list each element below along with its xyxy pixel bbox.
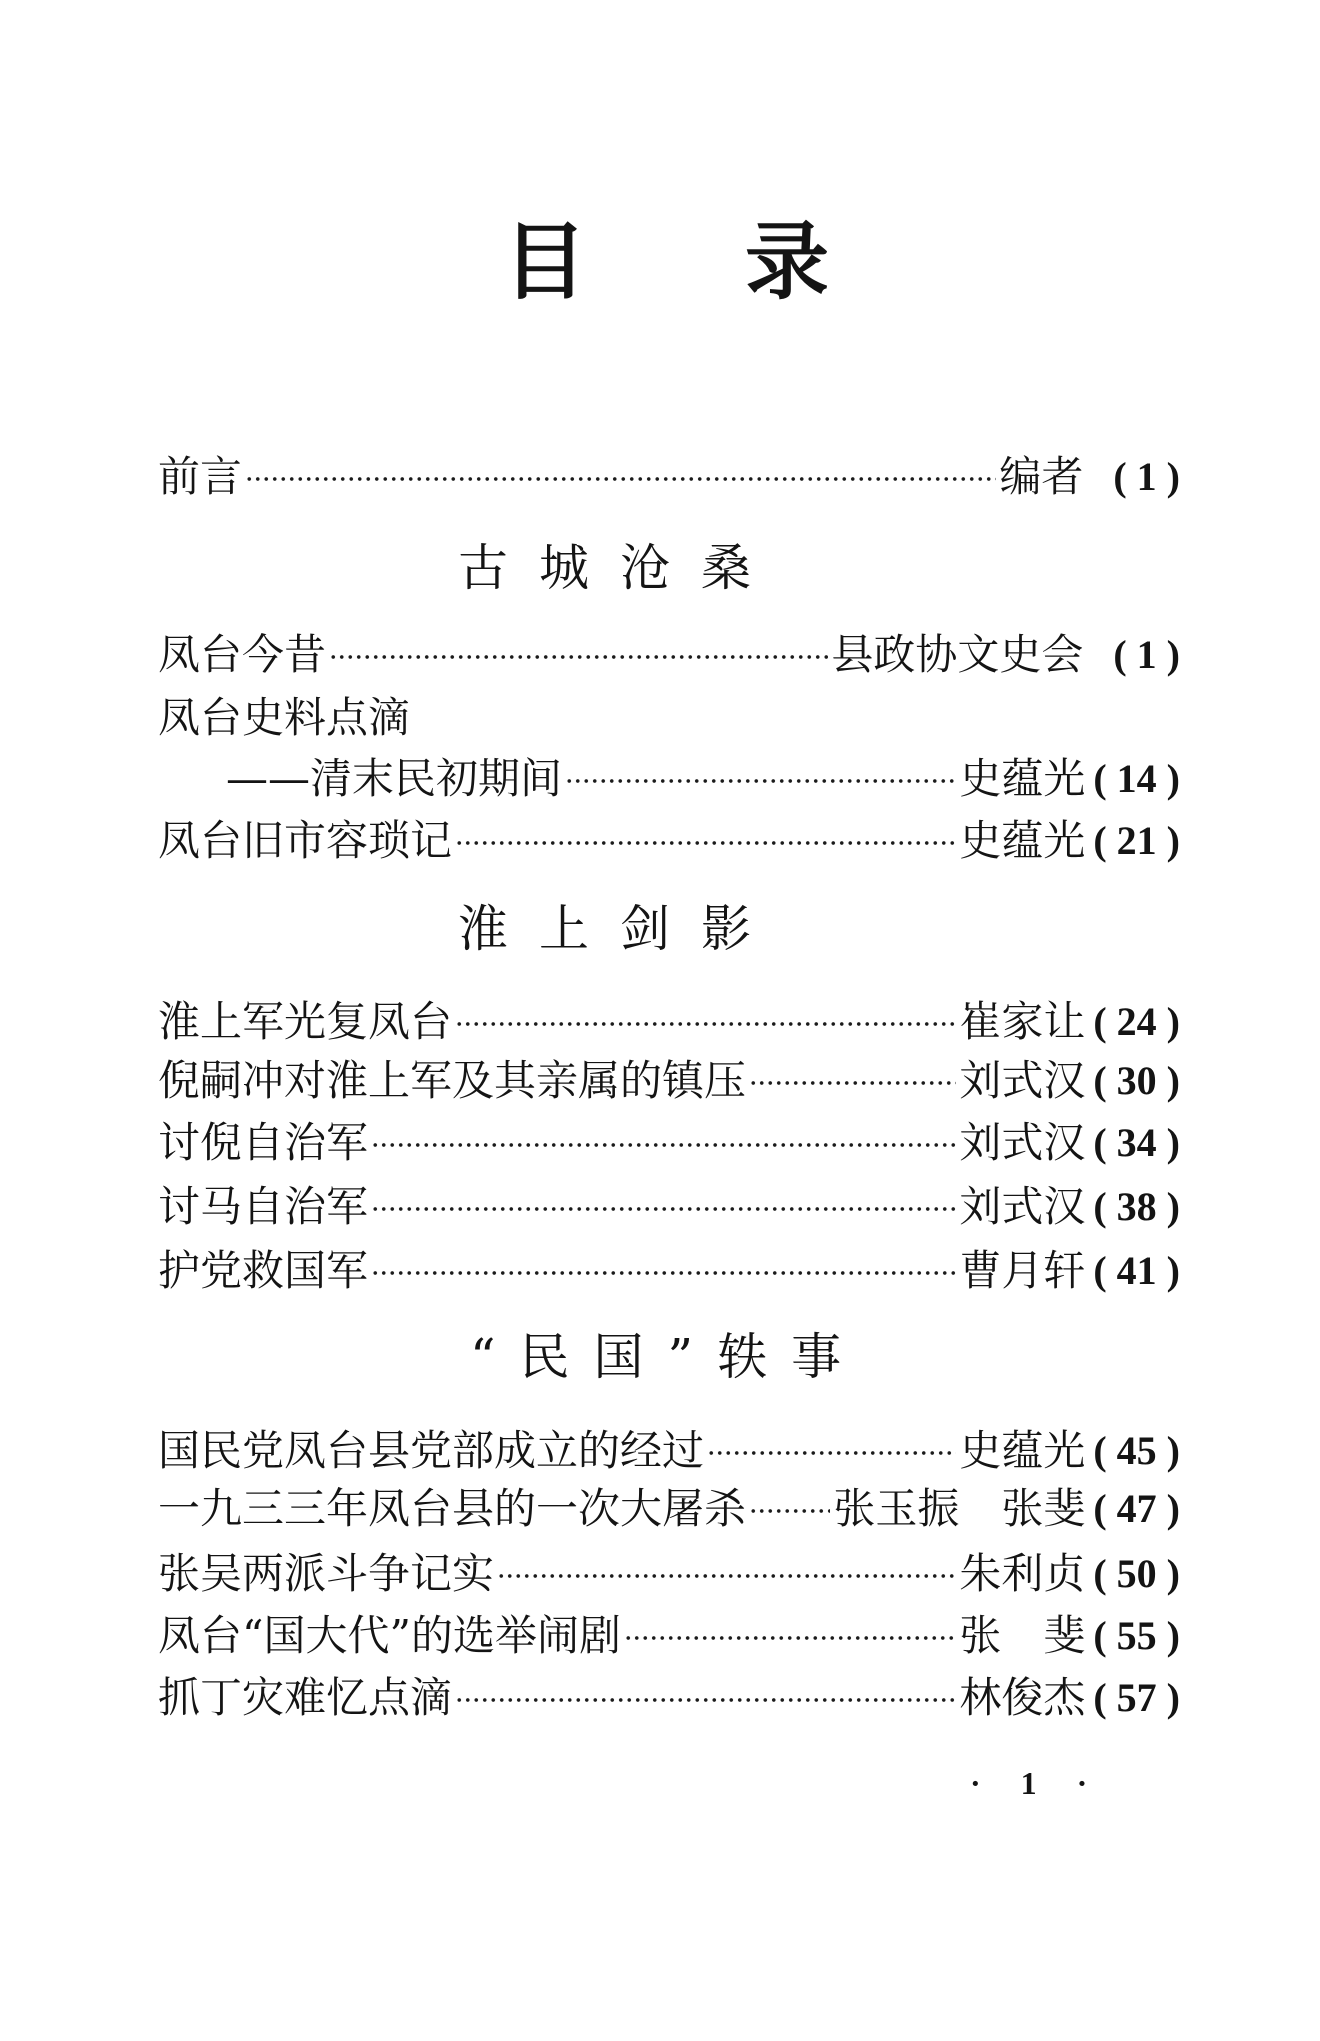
section-heading: 淮上剑影 xyxy=(458,900,782,958)
entry-author: 史蕴光 xyxy=(959,1426,1086,1475)
entry-page-number: ( 41 ) xyxy=(1093,1248,1180,1293)
entry-title: 倪嗣冲对淮上军及其亲属的镇压 xyxy=(158,1056,747,1105)
entry-title: 抓丁灾难忆点滴 xyxy=(158,1673,453,1722)
dot-leader xyxy=(371,1243,956,1299)
entry-title: 凤台史料点滴 xyxy=(158,693,411,742)
entry-title: 淮上军光复凤台 xyxy=(158,997,453,1046)
toc-entry xyxy=(158,1053,1180,1109)
section-heading: “民国”轶事 xyxy=(470,1328,866,1386)
toc-entry xyxy=(158,1670,1180,1726)
entry-page-number: ( 14 ) xyxy=(1093,756,1180,801)
entry-author: 刘式汉 xyxy=(959,1118,1086,1167)
entry-author: 林俊杰 xyxy=(959,1673,1086,1722)
dot-leader xyxy=(455,1670,956,1726)
dot-leader xyxy=(749,1481,830,1537)
entry-page-number: ( 1 ) xyxy=(1113,632,1180,677)
entry-title: 凤台今昔 xyxy=(158,630,327,679)
entry-author: 刘式汉 xyxy=(959,1056,1086,1105)
dot-leader xyxy=(455,994,956,1050)
entry-author: 编者 xyxy=(999,452,1084,501)
page-number: · 1 · xyxy=(970,1765,1104,1801)
entry-page-number: ( 30 ) xyxy=(1093,1058,1180,1103)
entry-page-number: ( 50 ) xyxy=(1093,1551,1180,1596)
entry-page-number: ( 55 ) xyxy=(1093,1613,1180,1658)
toc-entry xyxy=(158,994,1180,1050)
toc-entry xyxy=(158,1546,1180,1602)
dot-leader xyxy=(624,1608,956,1664)
entry-title: 凤台“国大代”的选举闹剧 xyxy=(158,1611,621,1660)
dot-leader xyxy=(329,627,828,683)
entry-page-number: ( 57 ) xyxy=(1093,1675,1180,1720)
entry-author: 张玉振 张斐 xyxy=(833,1484,1086,1533)
toc-entry xyxy=(158,690,1180,746)
dot-leader xyxy=(497,1546,956,1602)
entry-page-number: ( 34 ) xyxy=(1093,1120,1180,1165)
dot-leader xyxy=(707,1423,956,1479)
entry-title: 一九三三年凤台县的一次大屠杀 xyxy=(158,1484,747,1533)
entry-author: 朱利贞 xyxy=(959,1549,1086,1598)
entry-author: 曹月轩 xyxy=(959,1246,1086,1295)
dot-leader xyxy=(371,1115,956,1171)
dot-leader xyxy=(371,1179,956,1235)
entry-page-number: ( 24 ) xyxy=(1093,999,1180,1044)
entry-author: 崔家让 xyxy=(959,997,1086,1046)
toc-entry xyxy=(158,1115,1180,1171)
entry-page-number: ( 1 ) xyxy=(1113,454,1180,499)
dot-leader xyxy=(455,813,956,869)
toc-entry xyxy=(158,813,1180,869)
entry-title: 护党救国军 xyxy=(158,1246,369,1295)
entry-author: 县政协文史会 xyxy=(831,630,1084,679)
entry-page-number: ( 21 ) xyxy=(1093,818,1180,863)
entry-title: 前言 xyxy=(158,452,243,501)
entry-author: 张 斐 xyxy=(959,1611,1086,1660)
entry-title: 凤台旧市容琐记 xyxy=(158,816,453,865)
toc-entry-subtitle xyxy=(226,751,1180,807)
toc-entry-preface xyxy=(158,449,1180,505)
entry-title: 讨倪自治军 xyxy=(158,1118,369,1167)
section-heading: 古城沧桑 xyxy=(458,539,782,597)
entry-title: 国民党凤台县党部成立的经过 xyxy=(158,1426,705,1475)
toc-entry xyxy=(158,1243,1180,1299)
toc-entry xyxy=(158,1423,1180,1479)
toc-entry xyxy=(158,1481,1180,1537)
toc-entry xyxy=(158,1608,1180,1664)
dot-leader xyxy=(245,449,996,505)
toc-entry xyxy=(158,1179,1180,1235)
entry-author: 刘式汉 xyxy=(959,1182,1086,1231)
page-title: 目录 xyxy=(503,213,988,311)
entry-page-number: ( 45 ) xyxy=(1093,1428,1180,1473)
entry-page-number: ( 47 ) xyxy=(1093,1486,1180,1531)
entry-subtitle: ——清末民初期间 xyxy=(226,754,563,803)
entry-title: 讨马自治军 xyxy=(158,1182,369,1231)
entry-page-number: ( 38 ) xyxy=(1093,1184,1180,1229)
dot-leader xyxy=(565,751,956,807)
entry-author: 史蕴光 xyxy=(959,754,1086,803)
dot-leader xyxy=(749,1053,956,1109)
entry-author: 史蕴光 xyxy=(959,816,1086,865)
entry-title: 张吴两派斗争记实 xyxy=(158,1549,495,1598)
toc-entry xyxy=(158,627,1180,683)
